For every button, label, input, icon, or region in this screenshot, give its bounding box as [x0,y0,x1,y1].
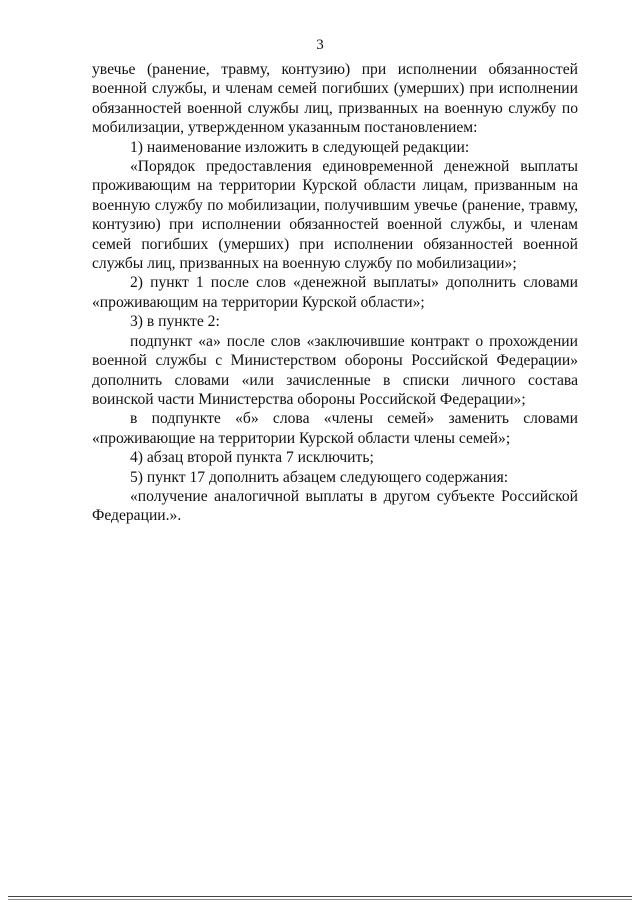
scan-bottom-edge-shadow [8,899,632,900]
paragraph-subitem-b: в подпункте «б» слова «члены семей» заменить словами «проживающие на территории Курской области члены семей»; [92,410,578,447]
paragraph-new-clause: «получение аналогичной выплаты в другом субъекте Российской Федерации.». [92,487,578,525]
paragraph-item-1: 1) наименование изложить в следующей редакции: [130,138,470,156]
paragraph-item-3: 3) в пункте 2: [130,313,220,331]
paragraph-new-title: «Порядок предоставления единовременной денежной выплаты проживающим на территории Курской области лицам, призванным на военную службу по мобилизации, получившим увечье (ранение, травму, контузию) при исполнении обязанностей военной службы, и членам семей погибших (умерших) при исполнении обязанностей военной службы лиц, призванных на военную службу по мобилизации»; [92,158,578,273]
paragraph-item-5: 5) пункт 17 дополнить абзацем следующего содержания: [130,468,509,486]
paragraph-subitem-a: подпункт «а» после слов «заключившие контракт о прохождении военной службы с Министерством обороны Российской Федерации» дополнить словами «или зачисленные в списки личного состава воинской части Министерства обороны Российской Федерации»; [92,332,578,408]
paragraph-item-4: 4) абзац второй пункта 7 исключить; [130,449,374,467]
scan-bottom-edge [8,896,632,897]
paragraph-continuation: увечье (ранение, травму, контузию) при исполнении обязанностей военной службы, и членам семей погибших (умерших) при исполнении обязанностей военной службы лиц, призванных на военную службу по мобилизации, утвержденном указанным постановлением: [92,61,578,137]
page-number: 3 [316,37,324,53]
paragraph-item-2: 2) пункт 1 после слов «денежной выплаты» дополнить словами «проживающим на территории Курской области»; [92,274,578,311]
document-body [92,60,578,526]
